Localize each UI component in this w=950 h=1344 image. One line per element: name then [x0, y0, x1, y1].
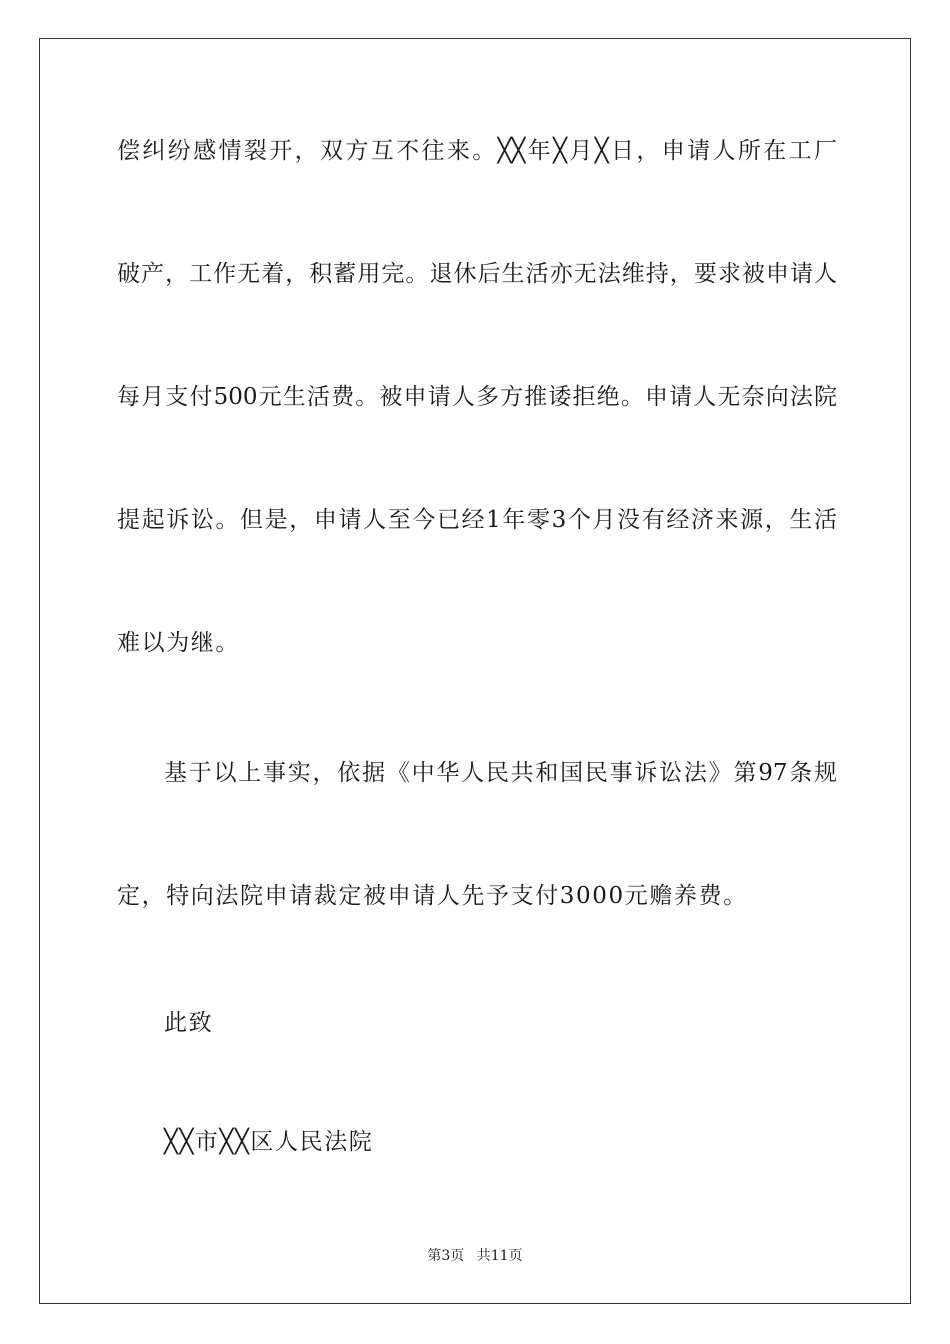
page-footer — [0, 1246, 950, 1266]
page-border — [39, 38, 911, 1304]
body-line-1: 偿纠纷感情裂开，双方互不往来。╳╳年╳月╳日，申请人所在工厂 — [117, 138, 837, 164]
body-line-6: 基于以上事实，依据《中华人民共和国民事诉讼法》第97条规 — [164, 760, 837, 786]
salutation: 此致 — [164, 1010, 214, 1036]
body-line-2: 破产，工作无着，积蓄用完。退休后生活亦无法维持，要求被申请人 — [117, 261, 837, 287]
addressee-court: ╳╳市╳╳区人民法院 — [164, 1129, 374, 1155]
page-total: 共11页 — [476, 1248, 523, 1264]
body-line-4: 提起诉讼。但是，申请人至今已经1年零3个月没有经济来源，生活 — [117, 507, 837, 533]
body-line-5: 难以为继。 — [117, 630, 240, 656]
body-line-3: 每月支付500元生活费。被申请人多方推诿拒绝。申请人无奈向法院 — [117, 384, 837, 410]
body-line-7: 定，特向法院申请裁定被申请人先予支付3000元赡养费。 — [117, 883, 748, 909]
page-number: 第3页 — [427, 1248, 465, 1264]
